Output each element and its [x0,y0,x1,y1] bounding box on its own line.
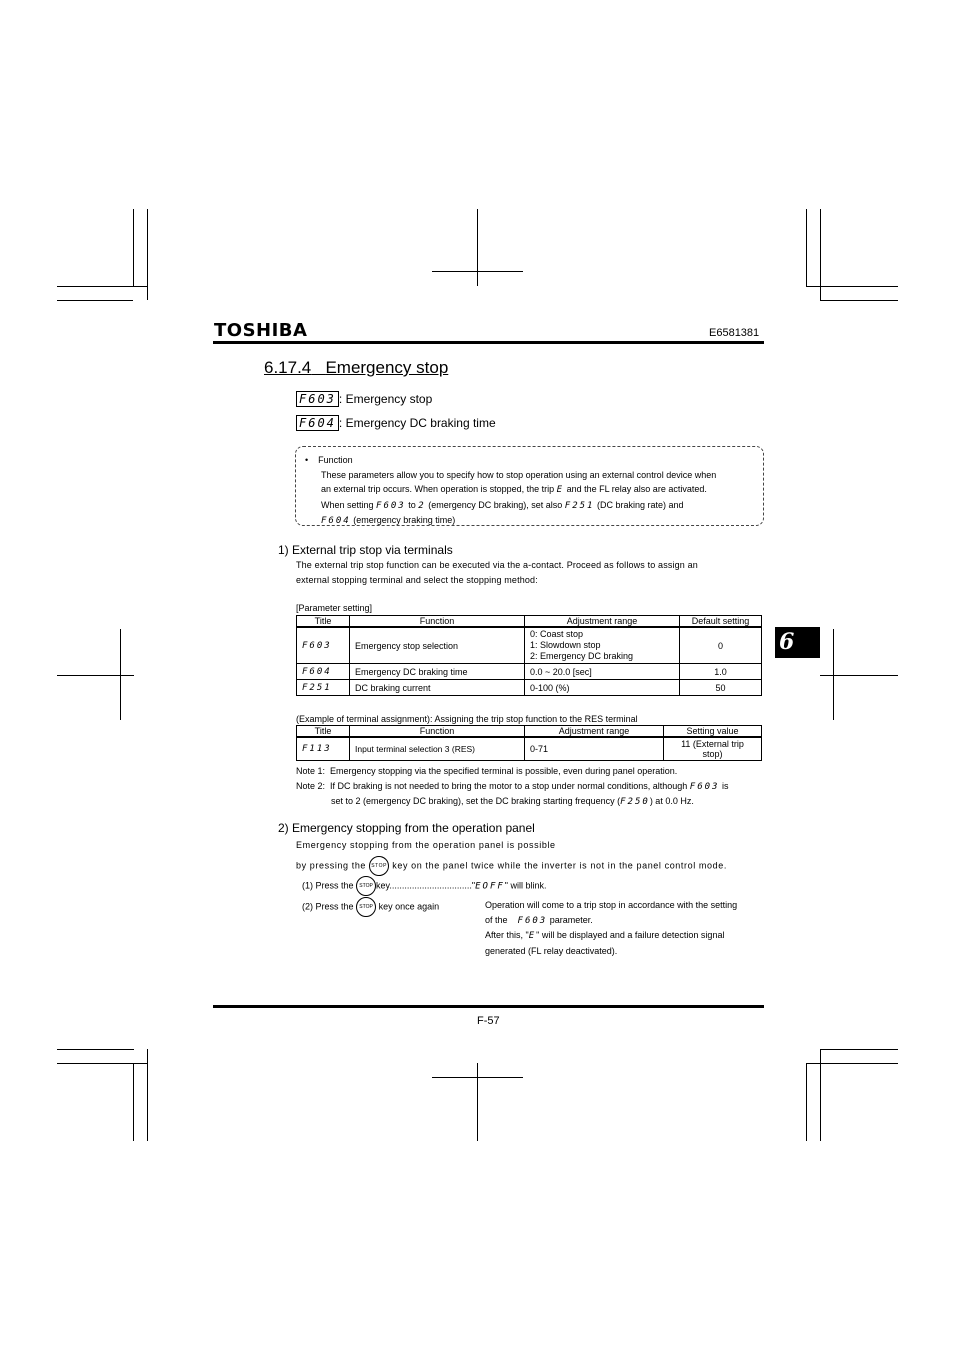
range-line: 1: Slowdown stop [530,640,601,650]
note-text: ) at 0.0 Hz. [649,796,694,806]
text: (emergency DC braking), set also [428,499,563,510]
text: of the [485,914,508,925]
lcd-code: F604 [296,415,339,431]
text: key on the panel twice while the inverter is not in the panel control mode. [392,860,727,871]
note-text: Emergency stopping via the specified terminal is possible, even during panel operation. [330,766,678,776]
cell-range: 0-71 [525,737,664,761]
note-label: Note 2: [296,780,326,791]
cell-default: 50 [680,680,762,696]
cell-default: 0 [680,627,762,664]
cell-setting-value [664,737,762,761]
text: " will be displayed and a failure detection signal [536,930,725,940]
cell-range: 0-100 (%) [525,680,680,696]
subsection-2-line-2 [296,856,727,876]
lcd-code: E [528,931,537,941]
col-header: Function [350,726,525,738]
function-line-3 [305,498,756,514]
toshiba-logo: TOSHIBA [214,320,308,341]
text: (DC braking rate) and [597,499,684,510]
table1-caption: [Parameter setting] [296,603,373,613]
text: to [408,499,416,510]
notes [296,764,766,810]
col-header: Title [297,726,350,738]
note-text: set to 2 (emergency DC braking), set the DC braking starting frequency ( [331,796,621,806]
lcd-code: F603 [296,391,339,407]
col-header: Function [350,616,525,628]
table-header-row [297,616,762,628]
table-row [297,627,762,664]
cell-default: 1.0 [680,664,762,680]
stop-key-icon: STOP [369,856,389,876]
step-2 [302,897,439,917]
bullet: • [305,455,309,465]
param-label: : Emergency DC braking time [338,416,496,430]
table-header-row [297,726,762,738]
note-label: Note 1: [296,766,326,776]
col-header: Title [297,616,350,628]
cell-function: DC braking current [350,680,525,696]
text: When setting [321,499,374,510]
text: key once again [378,901,440,912]
text-line [485,928,765,944]
function-line-4 [305,513,756,529]
text: by pressing the [296,860,367,871]
lcd-code: F603 [689,781,720,792]
param-heading-f603 [296,391,432,407]
col-header: Default setting [680,616,762,628]
text: key................................." [376,880,476,891]
text: parameter. [549,914,593,925]
text-line [485,913,765,929]
text: and the FL relay also are activated. [566,484,707,494]
text-line: The external trip stop function can be executed via the a-contact. Proceed as follows to assign an [296,560,698,570]
param-heading-f604 [296,415,496,431]
function-heading-text: Function [318,455,353,465]
lcd-code: E [556,485,565,495]
note-1 [296,764,766,779]
note-text: If DC braking is not needed to bring the motor to a stop under normal conditions, although [330,780,688,791]
function-heading [305,453,756,468]
cell-range [525,627,680,664]
text: (1) Press the [302,880,354,891]
terminal-assignment-table [296,725,762,761]
cell-title: F113 [297,737,350,761]
cell-title: F603 [297,627,350,664]
stop-key-icon: STOP [356,897,376,917]
col-header: Adjustment range [525,616,680,628]
range-line: 2: Emergency DC braking [530,651,634,661]
lcd-code: F250 [620,797,650,807]
subsection-1-text [296,558,756,587]
lcd-code: F603 [517,915,548,926]
param-label: : Emergency stop [338,392,433,406]
lcd-code: EOFF [475,881,505,892]
section-number: 6.17.4 [264,358,312,377]
col-header: Adjustment range [525,726,664,738]
subsection-2-heading: 2) Emergency stopping from the operation panel [278,821,535,835]
header-rule [213,341,764,344]
cell-function: Emergency DC braking time [350,664,525,680]
text-line: Operation will come to a trip stop in accordance with the setting [485,900,738,910]
note-text: is [721,780,729,791]
range-line: 0: Coast stop [530,629,584,639]
step-1 [302,876,547,896]
note-2 [296,779,766,795]
function-box [295,446,764,526]
section-title [264,358,448,378]
table-row [297,680,762,696]
parameter-table [296,615,762,696]
value-line: stop) [702,749,723,759]
col-header: Setting value [664,726,762,738]
lcd-code: F251 [564,500,595,511]
lcd-code: F603 [376,500,406,511]
subsection-1-heading: 1) External trip stop via terminals [278,543,453,557]
document-number: E6581381 [709,327,760,339]
text: an external trip occurs. When operation is stopped, the trip [321,484,555,494]
chapter-tab: 6 [775,627,820,658]
cell-function: Input terminal selection 3 (RES) [350,737,525,761]
text-line: external stopping terminal and select the stopping method: [296,574,538,585]
step-2-description [485,898,765,958]
stop-key-icon: STOP [356,876,376,896]
cell-function: Emergency stop selection [350,627,525,664]
page-number: F-57 [477,1015,500,1027]
text: " will blink. [504,880,547,891]
lcd-code: F604 [321,516,351,526]
value-line: 11 (External trip [681,739,744,749]
table2-caption: (Example of terminal assignment): Assigning the trip stop function to the RES terminal [296,714,638,724]
lcd-code: 2 [418,500,426,511]
note-2-line-2 [296,794,766,810]
cell-range: 0.0 ~ 20.0 [sec] [525,664,680,680]
text: (2) Press the [302,901,354,912]
text: After this, " [485,930,529,940]
text: (emergency braking time) [353,515,456,525]
footer-rule [213,1005,764,1008]
table-row [297,664,762,680]
function-line-1: These parameters allow you to specify how to stop operation using an external control device when [321,469,717,480]
text-line: generated (FL relay deactivated). [485,945,618,956]
subsection-2-line-1: Emergency stopping from the operation panel is possible [296,840,556,850]
table-row [297,737,762,761]
cell-title: F251 [297,680,350,696]
function-line-2 [305,482,756,498]
cell-title: F604 [297,664,350,680]
section-title-text: Emergency stop [325,358,449,377]
